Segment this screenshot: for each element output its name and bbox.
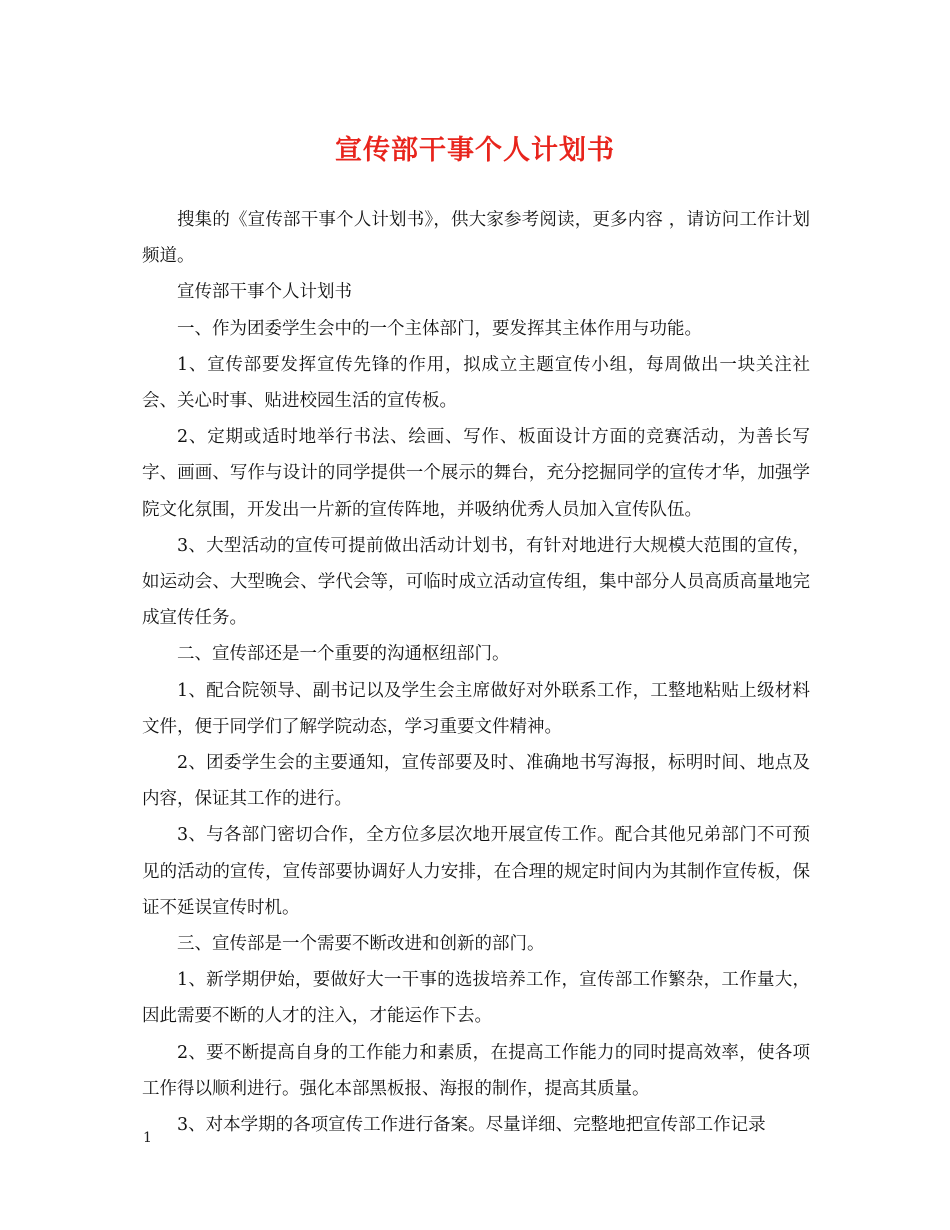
paragraph-item: 3、与各部门密切合作，全方位多层次地开展宣传工作。配合其他兄弟部门不可预见的活动的宣传，宣传部要协调好人力安排，在合理的规定时间内为其制作宣传板，保证不延误宣传时机。 (142, 825, 810, 918)
paragraph-intro: 搜集的《宣传部干事个人计划书》，供大家参考阅读，更多内容 ，请访问工作计划频道。 (142, 210, 810, 267)
paragraph-item: 1、配合院领导、副书记以及学生会主席做好对外联系工作，工整地粘贴上级材料文件，便于同学们了解学院动态，学习重要文件精神。 (142, 680, 810, 737)
paragraph-section-2: 二、宣传部还是一个重要的沟通枢纽部门。 (177, 644, 510, 665)
paragraph-item: 1、宣传部要发挥宣传先锋的作用，拟成立主题宣传小组，每周做出一块关注社会、关心时事、贴进校园生活的宣传板。 (142, 354, 810, 412)
paragraph-item: 1、新学期伊始，要做好大一干事的选拔培养工作，宣传部工作繁杂，工作量大，因此需要不断的人才的注入，才能运作下去。 (142, 970, 810, 1027)
paragraph-section-3: 三、宣传部是一个需要不断改进和创新的部门。 (177, 934, 545, 955)
paragraph-item: 2、团委学生会的主要通知，宣传部要及时、准确地书写海报，标明时间、地点及内容，保证其工作的进行。 (142, 753, 810, 810)
paragraph-item: 2、定期或适时地举行书法、绘画、写作、板面设计方面的竞赛活动，为善长写字、画画、写作与设计的同学提供一个展示的舞台，充分挖掘同学的宣传才华，加强学院文化氛围，开发出一片新的宣传阵地，并吸纳优秀人员加入宣传队伍。 (142, 427, 810, 520)
paragraph-subtitle: 宣传部干事个人计划书 (177, 282, 352, 303)
paragraph-item: 3、大型活动的宣传可提前做出活动计划书，有针对地进行大规模大范围的宣传，如运动会、大型晚会、学代会等，可临时成立活动宣传组，集中部分人员高质高量地完成宣传任务。 (142, 535, 810, 629)
paragraph-item: 3、对本学期的各项宣传工作进行备案。尽量详细、完整地把宣传部工作记录 (177, 1115, 766, 1136)
document-title: 宣传部干事个人计划书 (335, 135, 615, 166)
document-body (142, 202, 810, 1143)
paragraph-section-1: 一、作为团委学生会中的一个主体部门，要发挥其主体作用与功能。 (177, 318, 702, 339)
page-number: 1 (143, 1130, 152, 1146)
paragraph-item: 2、要不断提高自身的工作能力和素质，在提高工作能力的同时提高效率，使各项工作得以顺利进行。强化本部黑板报、海报的制作，提高其质量。 (142, 1042, 810, 1099)
